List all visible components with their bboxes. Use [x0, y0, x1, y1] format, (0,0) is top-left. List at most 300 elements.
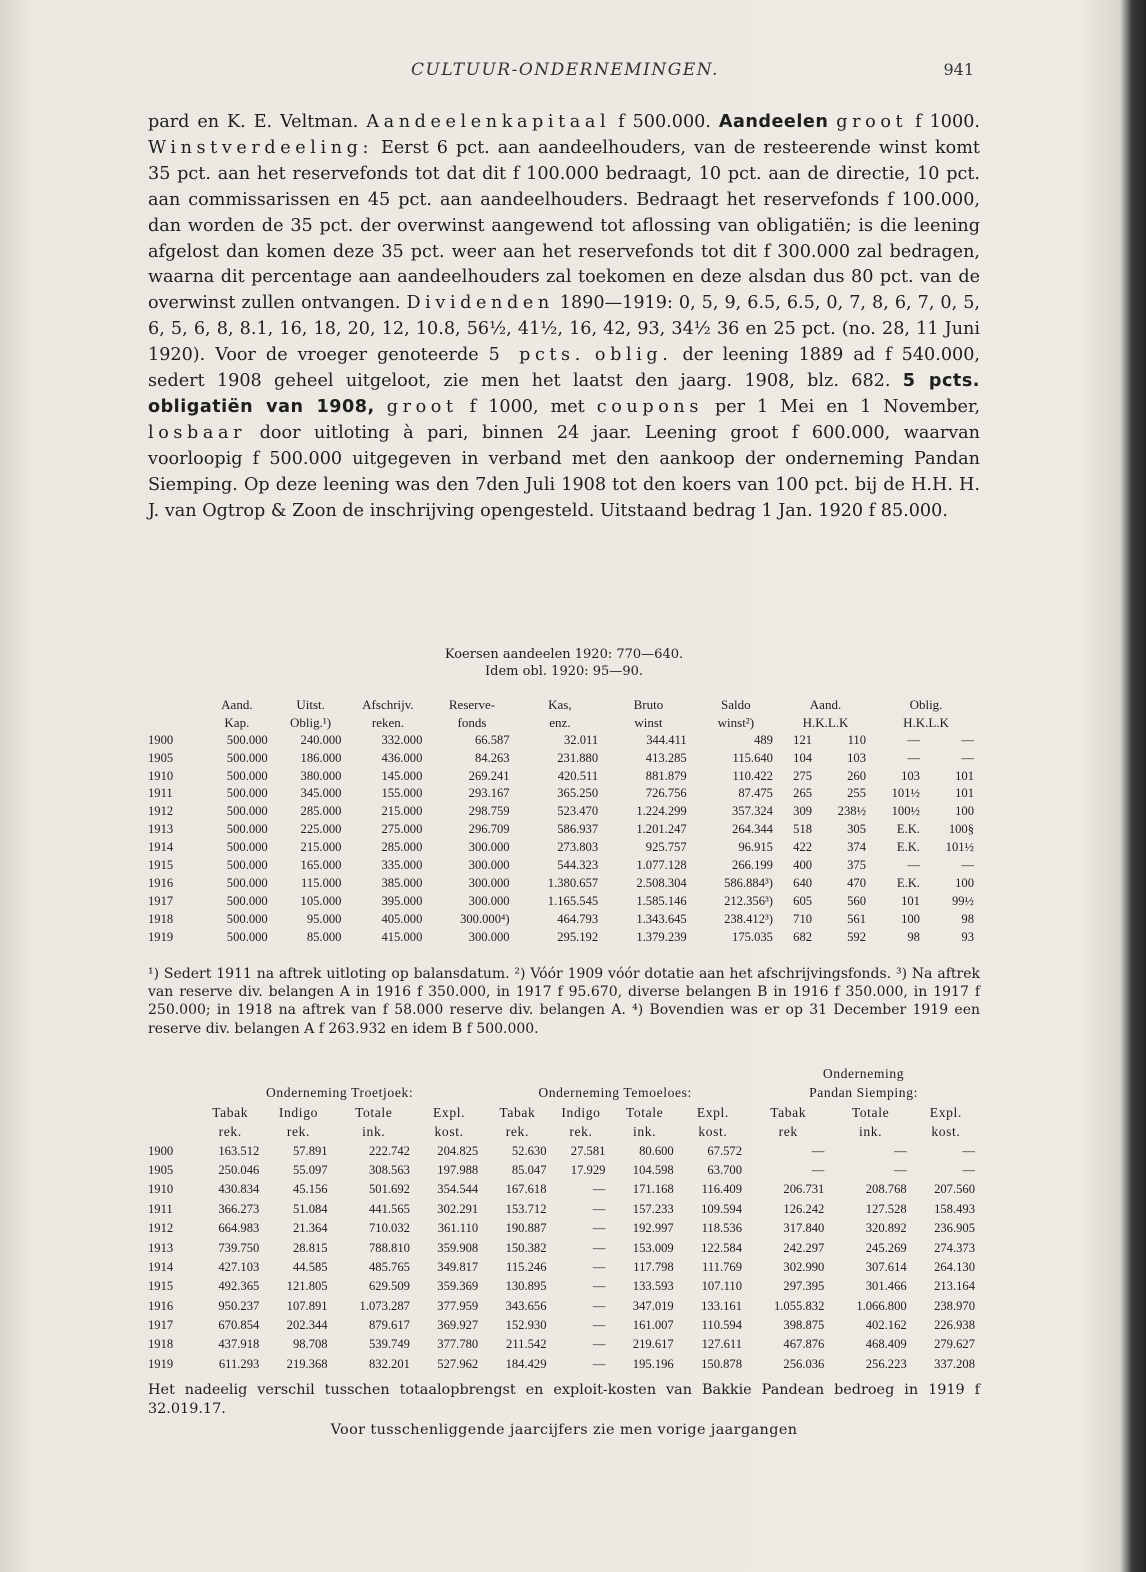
- table-cell: 380.000: [300, 768, 342, 783]
- table-cell: 402.162: [865, 1318, 907, 1333]
- text-segment: f 500.000.: [618, 112, 711, 132]
- column-header: Expl.: [696, 1104, 729, 1120]
- running-title: CULTUUR-ONDERNEMINGEN.: [411, 60, 719, 80]
- row-year: 1911: [148, 786, 173, 801]
- table-cell: 109.594: [701, 1201, 743, 1216]
- table-cell: 441.565: [368, 1201, 410, 1216]
- table-cell: 215.000: [300, 840, 342, 855]
- table-cell: 240.000: [300, 732, 342, 747]
- table-cell: 879.617: [368, 1318, 410, 1333]
- column-header: Aand.: [809, 697, 842, 712]
- table-cell: 436.000: [381, 750, 423, 765]
- table-cell: 500.000: [226, 804, 268, 819]
- row-year: 1912: [148, 804, 174, 819]
- table-row: [148, 1241, 980, 1260]
- table-cell: —: [592, 1356, 606, 1371]
- table-cell: 98: [907, 929, 920, 944]
- koersen-aandeelen: Koersen aandeelen 1920: 770—640.: [444, 647, 684, 662]
- row-year: 1919: [148, 1356, 174, 1371]
- spaced-term-aandeelenkapitaal: Aandeelenkapitaal: [366, 112, 611, 132]
- table-header-row: [148, 1105, 980, 1124]
- column-header: winst²): [717, 714, 755, 730]
- table-cell: 150.878: [701, 1356, 743, 1371]
- spaced-term-groot: groot: [836, 112, 908, 132]
- table-cell: 275: [793, 768, 813, 783]
- table-cell: 561: [847, 911, 867, 926]
- table-cell: 98.708: [292, 1337, 328, 1352]
- header-spacer: [148, 1105, 196, 1124]
- table-cell: 192.997: [632, 1221, 674, 1236]
- column-header: Bruto: [633, 697, 664, 712]
- text-segment: f 1000.: [915, 112, 980, 132]
- table-cell: —: [962, 1162, 975, 1177]
- reference-line: Voor tusschenliggende jaarcijfers zie men vorige jaargangen: [330, 1422, 798, 1438]
- table-cell: 155.000: [381, 786, 423, 801]
- table-cell: 500.000: [226, 893, 268, 908]
- table-cell: 116.409: [701, 1182, 743, 1197]
- table-cell: 464.793: [557, 911, 599, 926]
- column-header: Totale: [625, 1104, 664, 1120]
- table-cell: 485.765: [368, 1259, 410, 1274]
- table-cell: 28.815: [292, 1240, 328, 1255]
- table-cell: 27.581: [570, 1143, 606, 1158]
- table-cell: 260: [847, 768, 867, 783]
- table-cell: —: [962, 1143, 975, 1158]
- table-cell: 211.542: [506, 1337, 547, 1352]
- table-cell: 158.493: [934, 1201, 975, 1216]
- table-cell: 413.285: [645, 750, 687, 765]
- table-cell: 592: [847, 929, 867, 944]
- table-cell: 501.692: [368, 1182, 410, 1197]
- table-cell: 611.293: [218, 1356, 260, 1371]
- table-cell: 430.834: [218, 1182, 260, 1197]
- table-cell: 489: [754, 732, 773, 747]
- group-header-pandan: Pandan Siemping:: [809, 1085, 918, 1101]
- column-header: Indigo: [278, 1104, 318, 1120]
- table-cell: 130.895: [505, 1279, 547, 1294]
- text-segment: per 1 Mei en 1 November,: [714, 396, 981, 417]
- table-cell: —: [907, 858, 920, 873]
- row-year: 1912: [148, 1221, 174, 1236]
- table-cell: 518: [793, 822, 813, 837]
- table-cell: 206.731: [783, 1182, 825, 1197]
- table-cell: 121.805: [286, 1279, 328, 1294]
- table-cell: 51.084: [292, 1201, 328, 1216]
- table-cell: 256.036: [783, 1356, 825, 1371]
- table-cell: 925.757: [645, 840, 687, 855]
- table-cell: E.K.: [896, 840, 920, 855]
- table-cell: 207.560: [934, 1182, 975, 1197]
- table-cell: 213.164: [934, 1279, 975, 1294]
- spaced-term-dividenden: Dividenden: [406, 293, 554, 314]
- table-cell: 1.380.657: [547, 875, 599, 890]
- table-cell: —: [961, 750, 974, 765]
- row-year: 1910: [148, 1182, 174, 1197]
- financial-table: [148, 697, 980, 947]
- table-cell: 300.000: [468, 929, 510, 944]
- table-cell: 337.208: [934, 1356, 975, 1371]
- table-row: [148, 858, 980, 876]
- table-cell: 361.110: [437, 1221, 479, 1236]
- table-cell: 1.379.239: [636, 929, 687, 944]
- column-header: kost.: [434, 1124, 464, 1140]
- table-cell: 101: [901, 893, 920, 908]
- spaced-term-losbaar: losbaar: [148, 422, 247, 443]
- table-cell: 317.840: [783, 1221, 825, 1236]
- column-header: Oblig.¹): [290, 714, 332, 730]
- spaced-term-pcts: 5 pcts.: [488, 345, 585, 366]
- column-header: Afschrijv.: [362, 697, 414, 712]
- table-cell: —: [592, 1182, 606, 1197]
- table-cell: 302.990: [783, 1259, 825, 1274]
- table-row: [148, 1221, 980, 1240]
- table-row: [148, 1299, 980, 1318]
- table-cell: —: [907, 732, 920, 747]
- table-cell: 710: [793, 911, 813, 926]
- table-cell: 204.825: [437, 1143, 479, 1158]
- column-header: Aand.: [221, 697, 253, 712]
- table-cell: 238½: [837, 804, 867, 819]
- table-cell: 375: [847, 858, 867, 873]
- table-cell: 366.273: [218, 1201, 260, 1216]
- table-cell: 343.656: [505, 1298, 547, 1313]
- page-header: [150, 60, 980, 84]
- row-year: 1917: [148, 1318, 174, 1333]
- table-cell: 245.269: [865, 1240, 907, 1255]
- row-year: 1911: [148, 1201, 173, 1216]
- column-header: Kas,: [548, 697, 572, 712]
- table-cell: 63.700: [707, 1162, 743, 1177]
- table-cell: 273.803: [557, 840, 599, 855]
- table-cell: —: [894, 1143, 907, 1158]
- row-year: 1913: [148, 1240, 174, 1255]
- table-cell: 100: [955, 875, 974, 890]
- table-cell: 21.364: [292, 1221, 328, 1236]
- column-header: rek.: [218, 1124, 242, 1140]
- column-header: Tabak: [212, 1104, 249, 1120]
- table-cell: 265: [793, 786, 813, 801]
- table-row: [148, 733, 980, 751]
- table-cell: 492.365: [218, 1279, 260, 1294]
- row-year: 1918: [148, 911, 174, 926]
- table-cell: 250.046: [218, 1162, 260, 1177]
- table-cell: 107.110: [701, 1279, 743, 1294]
- table-cell: 150.382: [505, 1240, 547, 1255]
- table-cell: 344.411: [646, 732, 687, 747]
- table-cell: 1.201.247: [636, 822, 687, 837]
- table-cell: 500.000: [226, 768, 268, 783]
- table-cell: 111.769: [702, 1259, 743, 1274]
- table-cell: 301.466: [865, 1279, 907, 1294]
- table-cell: 225.000: [300, 822, 342, 837]
- column-header: Indigo: [561, 1104, 601, 1120]
- table-cell: 279.627: [934, 1337, 975, 1352]
- column-header: ink.: [858, 1124, 883, 1140]
- table-cell: 560: [847, 893, 867, 908]
- bold-heading-obligatien: 5 pcts. obligatiën van 1908,: [148, 371, 980, 417]
- table-cell: 285.000: [300, 804, 342, 819]
- table-cell: 1.165.545: [547, 893, 599, 908]
- table-cell: 500.000: [226, 822, 268, 837]
- table-cell: 300.000: [468, 858, 510, 873]
- table-cell: 467.876: [783, 1337, 825, 1352]
- table-cell: E.K.: [896, 875, 920, 890]
- table-cell: 101½: [945, 840, 974, 855]
- row-year: 1916: [148, 875, 174, 890]
- table-cell: 500.000: [226, 786, 268, 801]
- table-cell: 309: [793, 804, 813, 819]
- table-cell: 539.749: [368, 1337, 410, 1352]
- table-cell: 605: [793, 893, 813, 908]
- table-cell: 80.600: [639, 1143, 674, 1158]
- row-year: 1915: [148, 858, 174, 873]
- table-cell: —: [811, 1143, 825, 1158]
- table-cell: 1.224.299: [636, 804, 687, 819]
- table-cell: 1.585.146: [636, 893, 687, 908]
- table-cell: 349.817: [437, 1259, 479, 1274]
- table-cell: 359.908: [437, 1240, 479, 1255]
- table-cell: 153.712: [505, 1201, 547, 1216]
- row-year: 1919: [148, 929, 174, 944]
- table-cell: 101½: [891, 786, 920, 801]
- table-cell: 153.009: [632, 1240, 674, 1255]
- table-cell: 157.233: [632, 1201, 674, 1216]
- table-cell: 347.019: [632, 1298, 674, 1313]
- column-header: H.K.L.K: [802, 714, 849, 730]
- row-year: 1918: [148, 1337, 174, 1352]
- table-cell: —: [592, 1318, 606, 1333]
- table-cell: 670.854: [218, 1318, 260, 1333]
- table-cell: 640: [793, 875, 813, 890]
- column-header: Totale: [851, 1104, 890, 1120]
- table-cell: 468.409: [865, 1337, 907, 1352]
- table-cell: 359.369: [437, 1279, 479, 1294]
- footnotes: [148, 965, 980, 1038]
- table-cell: 219.368: [286, 1356, 328, 1371]
- table-cell: 881.879: [645, 768, 687, 783]
- table-cell: 121: [793, 732, 813, 747]
- table-cell: 110.594: [701, 1318, 743, 1333]
- table-cell: 377.959: [437, 1298, 479, 1313]
- table-cell: 152.930: [505, 1318, 547, 1333]
- table-cell: 127.611: [701, 1337, 743, 1352]
- table-row: [148, 1337, 980, 1356]
- table-cell: 427.103: [218, 1259, 260, 1274]
- table-cell: 226.938: [934, 1318, 975, 1333]
- table-cell: 118.536: [701, 1221, 743, 1236]
- column-header: [148, 697, 200, 715]
- column-header: winst: [634, 714, 663, 730]
- table-cell: 122.584: [701, 1240, 743, 1255]
- group-header-onderneming: Onderneming: [822, 1066, 905, 1081]
- row-year: 1913: [148, 822, 174, 837]
- table-cell: 1.066.800: [856, 1298, 907, 1313]
- table-cell: 190.887: [505, 1221, 547, 1236]
- table-cell: 297.395: [783, 1279, 825, 1294]
- table-cell: —: [592, 1298, 606, 1313]
- table-cell: —: [961, 858, 974, 873]
- column-header: rek.: [286, 1124, 311, 1140]
- table-row: [148, 1163, 980, 1182]
- table-cell: 67.572: [707, 1143, 743, 1158]
- table-cell: 335.000: [381, 858, 423, 873]
- column-header: H.K.L.K: [903, 714, 949, 730]
- column-header: kost.: [698, 1124, 728, 1140]
- table-cell: 32.011: [563, 732, 599, 747]
- table-cell: 57.891: [292, 1143, 328, 1158]
- table-cell: 98: [961, 911, 974, 926]
- table-cell: 100: [955, 804, 974, 819]
- table-cell: 87.475: [738, 786, 773, 801]
- table-cell: 500.000: [226, 732, 268, 747]
- table-cell: 55.097: [292, 1162, 328, 1177]
- table-cell: E.K.: [896, 822, 920, 837]
- table-cell: 586.884³): [724, 875, 773, 890]
- table-cell: 400: [793, 858, 813, 873]
- text-segment: 1890—1919: 0, 5, 9, 6.5, 6.5, 0, 7, 8, 6, 7, 0, 5, 6, 5, 6, 8, 8.1, 16, 18, 20, 12, 10.8, 56½, 41½, 16, 42, 93, 34½ 36 en 25 pct. (no. 28, 11 Juni 1920). Voor de vroeger genoteerde: [148, 293, 981, 366]
- text-segment: pard en K. E. Veltman.: [148, 112, 359, 132]
- group-header-temoeloes: Onderneming Temoeloes:: [538, 1085, 692, 1101]
- table-cell: 103: [901, 768, 920, 783]
- spaced-term-oblig: oblig.: [594, 345, 673, 366]
- closing-text: Het nadeelig verschil tusschen totaalopbrengst en exploit-kosten van Bakkie Pandean bedroeg in 1919 f 32.019.17.: [148, 1382, 980, 1417]
- row-year: 1917: [148, 893, 174, 908]
- row-year: 1915: [148, 1279, 174, 1294]
- table-cell: 300.000⁴): [460, 911, 510, 926]
- table-cell: 100½: [891, 804, 920, 819]
- table-cell: 354.544: [437, 1182, 479, 1197]
- column-header: Reserve-: [448, 697, 496, 712]
- bold-term-aandeelen: Aandeelen: [718, 112, 829, 132]
- column-header: rek: [778, 1124, 798, 1140]
- table-cell: 275.000: [381, 822, 423, 837]
- table-row: [148, 751, 980, 769]
- table-cell: 266.199: [732, 858, 773, 873]
- table-cell: 184.429: [505, 1356, 547, 1371]
- table-cell: 215.000: [381, 804, 423, 819]
- table-cell: 117.798: [633, 1259, 674, 1274]
- table-cell: 195.196: [632, 1356, 674, 1371]
- table-cell: 682: [793, 929, 813, 944]
- column-header: enz.: [549, 714, 571, 730]
- table-cell: 256.223: [865, 1356, 907, 1371]
- table-cell: 437.918: [218, 1337, 260, 1352]
- column-header: Expl.: [433, 1104, 466, 1120]
- table-cell: 500.000: [226, 750, 268, 765]
- koersen-obligaties: Idem obl. 1920: 95—90.: [485, 664, 643, 679]
- table-cell: 242.297: [783, 1240, 825, 1255]
- column-header: Expl.: [929, 1104, 962, 1120]
- table-row: [148, 876, 980, 894]
- table-cell: 296.709: [468, 822, 510, 837]
- table-cell: 726.756: [645, 786, 687, 801]
- column-header: fonds: [457, 714, 487, 730]
- table-row: [148, 1202, 980, 1221]
- table-cell: 101: [955, 786, 974, 801]
- table-cell: 332.000: [381, 732, 423, 747]
- row-year: 1910: [148, 768, 174, 783]
- table-cell: 377.780: [437, 1337, 479, 1352]
- table-cell: 300.000: [468, 893, 510, 908]
- table-cell: 1.073.287: [359, 1298, 410, 1313]
- column-header: Totale: [355, 1104, 393, 1120]
- table-cell: 197.988: [437, 1162, 479, 1177]
- table-cell: —: [592, 1221, 606, 1236]
- table-cell: 85.047: [511, 1162, 547, 1177]
- column-header: [148, 715, 200, 733]
- text-segment: der leening 1889 ad f 540.000, sedert 1908 geheel uitgeloot, zie men het laatst den jaarg. 1908, blz. 682.: [148, 345, 981, 392]
- table-cell: 145.000: [381, 768, 423, 783]
- table-cell: 95.000: [306, 911, 342, 926]
- table-cell: 99½: [951, 893, 974, 908]
- table-cell: 422: [793, 840, 813, 855]
- table-cell: —: [811, 1162, 825, 1177]
- table-row: [148, 1144, 980, 1163]
- column-header: Oblig.: [909, 697, 943, 712]
- table-cell: 664.983: [218, 1221, 260, 1236]
- table-cell: 175.035: [732, 929, 773, 944]
- table-cell: 500.000: [226, 911, 268, 926]
- table-cell: 285.000: [381, 840, 423, 855]
- column-header: ink.: [362, 1124, 386, 1140]
- table-row: [148, 912, 980, 930]
- plantation-table: [148, 1066, 980, 1376]
- table-cell: 133.593: [632, 1279, 674, 1294]
- table-cell: 500.000: [226, 840, 268, 855]
- table-cell: 369.927: [437, 1318, 479, 1333]
- table-cell: 385.000: [381, 875, 423, 890]
- table-cell: 710.032: [368, 1221, 410, 1236]
- row-year: 1905: [148, 1162, 174, 1177]
- text-segment: Eerst 6 pct. aan aandeelhouders, van de resteerende winst komt 35 pct. aan het reservefonds tot dat dit f 100.000 bedraagt, 10 pct. aan de directie, 10 pct. aan commissarissen en 45 pct. aan aandeelhouders. Bedraagt het reservefonds f 100.000, dan worden de 35 pct. der overwinst aangewend tot aflossing van obligatiën; is die leening afgelost dan komen deze 35 pct. weer aan het reservefonds tot dit f 300.000 zal bedragen, waarna dit percentage aan aandeelhouders zal toekomen en deze alsdan dus 80 pct. van de overwinst zullen ontvangen.: [148, 137, 980, 314]
- table-cell: —: [592, 1201, 606, 1216]
- table-cell: 222.742: [368, 1143, 410, 1158]
- table-cell: 1.055.832: [773, 1298, 825, 1313]
- table-cell: 345.000: [300, 786, 342, 801]
- table-cell: 1.077.128: [636, 858, 687, 873]
- table-cell: 264.130: [934, 1259, 975, 1274]
- column-header: Uitst.: [296, 697, 325, 712]
- column-header: Tabak: [770, 1104, 807, 1120]
- table-cell: 264.344: [732, 822, 773, 837]
- table-cell: 357.324: [732, 804, 773, 819]
- table-cell: —: [592, 1240, 606, 1255]
- table-cell: 238.970: [934, 1298, 975, 1313]
- table-cell: 105.000: [300, 893, 342, 908]
- column-header: ink.: [633, 1124, 657, 1140]
- table-cell: 500.000: [226, 929, 268, 944]
- table-cell: 255: [847, 786, 867, 801]
- table-cell: 523.470: [557, 804, 599, 819]
- table-cell: 163.512: [218, 1143, 260, 1158]
- table-cell: 236.905: [934, 1221, 975, 1236]
- table-row: [148, 840, 980, 858]
- spaced-term-winstverdeeling: Winstverdeeling:: [148, 137, 374, 158]
- table-cell: 300.000: [468, 840, 510, 855]
- column-header: rek.: [569, 1124, 593, 1140]
- table-cell: 307.614: [865, 1259, 907, 1274]
- table-cell: 44.585: [292, 1259, 328, 1274]
- table-cell: —: [907, 750, 920, 765]
- table-cell: 305: [847, 822, 867, 837]
- column-header: Tabak: [499, 1104, 536, 1120]
- table-row: [148, 786, 980, 804]
- table-cell: 365.250: [557, 786, 599, 801]
- table-cell: 66.587: [474, 732, 510, 747]
- row-year: 1914: [148, 840, 174, 855]
- table-cell: 295.192: [557, 929, 599, 944]
- row-year: 1916: [148, 1298, 174, 1313]
